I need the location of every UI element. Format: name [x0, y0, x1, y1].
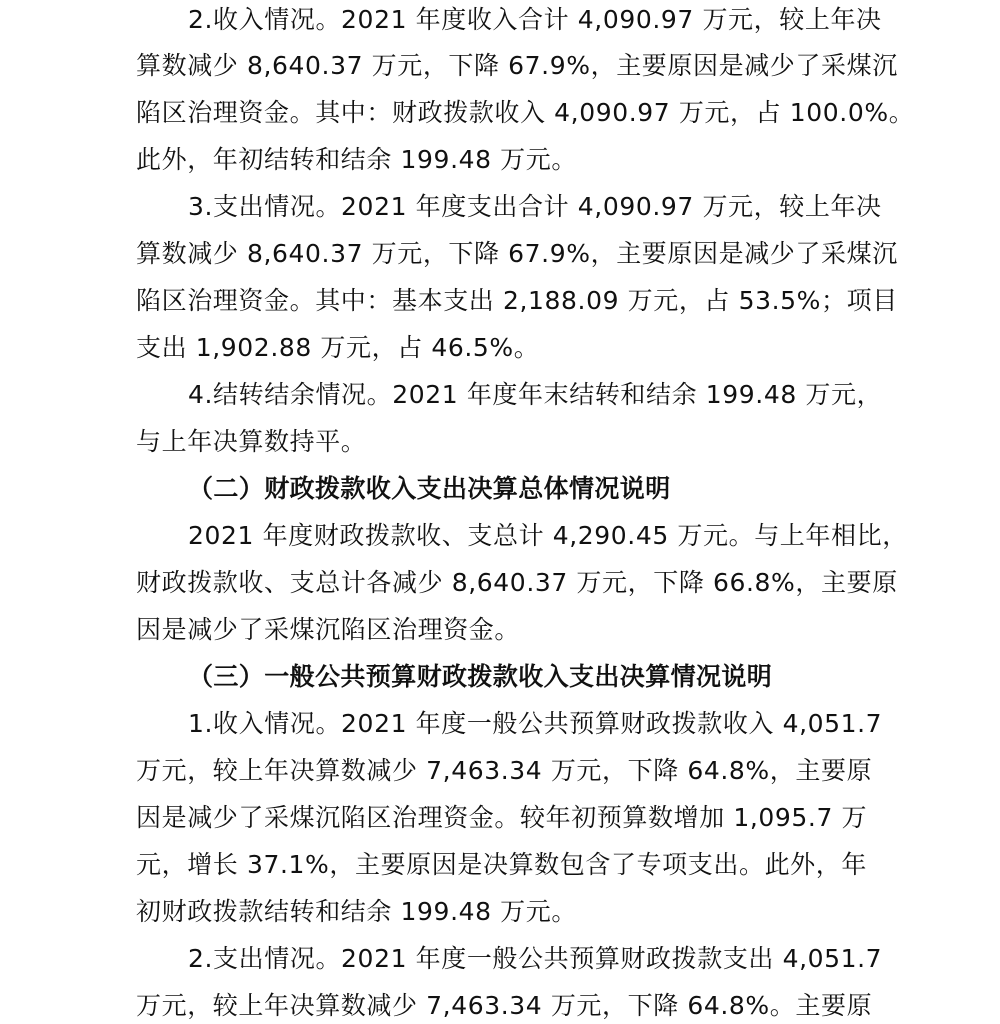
general-income-paragraph-line-1: 1.收入情况。2021 年度一般公共预算财政拨款收入 4,051.7	[188, 709, 883, 738]
general-income-paragraph-line-4: 元，增长 37.1%，主要原因是决算数包含了专项支出。此外，年	[136, 850, 867, 879]
income-paragraph-line-4: 此外，年初结转和结余 199.48 万元。	[136, 145, 577, 174]
fiscal-total-paragraph-line-2: 财政拨款收、支总计各减少 8,640.37 万元，下降 66.8%，主要原	[136, 568, 898, 597]
general-income-paragraph-line-2: 万元，较上年决算数减少 7,463.34 万元，下降 64.8%，主要原	[136, 756, 873, 785]
general-income-paragraph-line-3: 因是减少了采煤沉陷区治理资金。较年初预算数增加 1,095.7 万	[136, 803, 868, 832]
fiscal-total-paragraph-line-1: 2021 年度财政拨款收、支总计 4,290.45 万元。与上年相比，	[188, 521, 908, 550]
general-expenditure-paragraph-line-1: 2.支出情况。2021 年度一般公共预算财政拨款支出 4,051.7	[188, 944, 883, 973]
general-income-paragraph-line-5: 初财政拨款结转和结余 199.48 万元。	[136, 897, 577, 926]
income-paragraph-line-1: 2.收入情况。2021 年度收入合计 4,090.97 万元，较上年决	[188, 5, 882, 34]
general-expenditure-paragraph-line-2: 万元，较上年决算数减少 7,463.34 万元，下降 64.8%。主要原	[136, 991, 873, 1020]
carryover-paragraph-line-1: 4.结转结余情况。2021 年度年末结转和结余 199.48 万元，	[188, 380, 883, 409]
income-paragraph-line-2: 算数减少 8,640.37 万元，下降 67.9%，主要原因是减少了采煤沉	[136, 51, 898, 80]
expenditure-paragraph-line-4: 支出 1,902.88 万元，占 46.5%。	[136, 333, 540, 362]
section-heading-2: （二）财政拨款收入支出决算总体情况说明	[188, 474, 671, 503]
expenditure-paragraph-line-2: 算数减少 8,640.37 万元，下降 67.9%，主要原因是减少了采煤沉	[136, 239, 898, 268]
expenditure-paragraph-line-3: 陷区治理资金。其中：基本支出 2,188.09 万元，占 53.5%；项目	[136, 286, 898, 315]
income-paragraph-line-3: 陷区治理资金。其中：财政拨款收入 4,090.97 万元，占 100.0%。	[136, 98, 915, 127]
carryover-paragraph-line-2: 与上年决算数持平。	[136, 427, 367, 456]
section-heading-3: （三）一般公共预算财政拨款收入支出决算情况说明	[188, 662, 773, 691]
expenditure-paragraph-line-1: 3.支出情况。2021 年度支出合计 4,090.97 万元，较上年决	[188, 192, 882, 221]
fiscal-total-paragraph-line-3: 因是减少了采煤沉陷区治理资金。	[136, 615, 521, 644]
